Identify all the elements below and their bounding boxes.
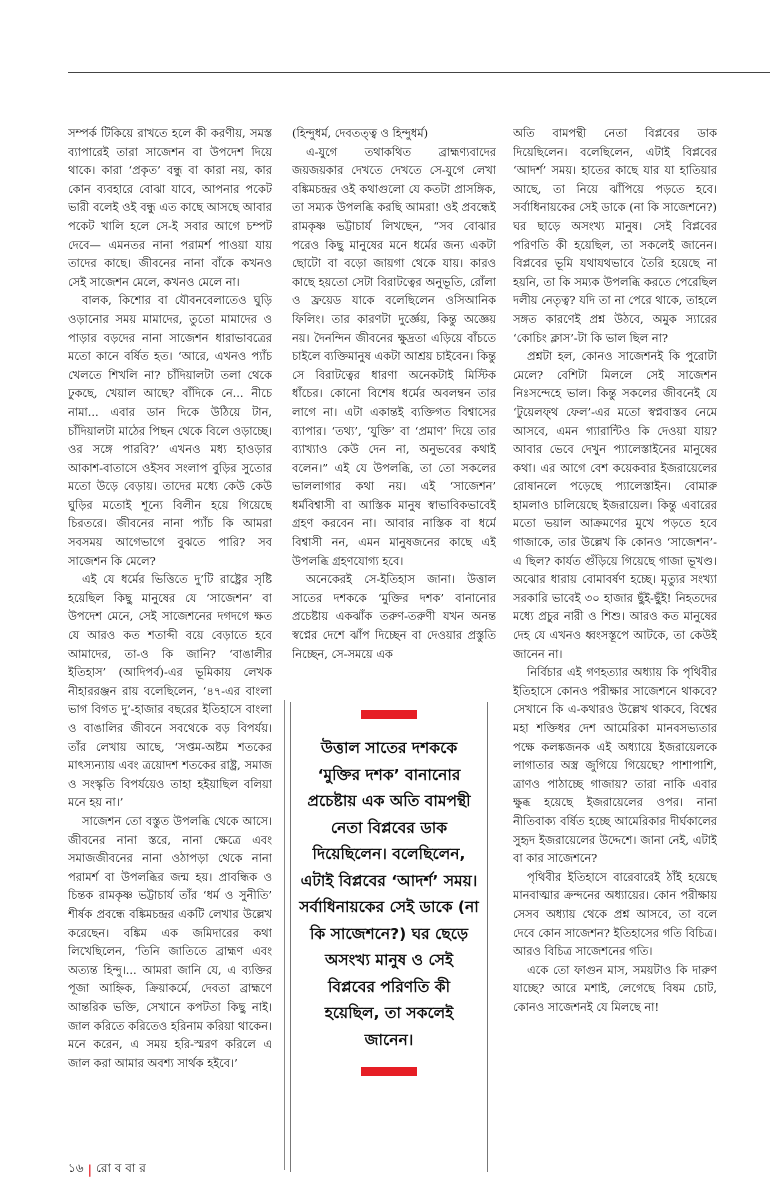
article-column-3 (513, 124, 717, 1169)
paragraph: এ-যুগে তথাকথিত ব্রাহ্মণ্যবাদের জয়জয়কার দেখতে দেখতে সে-যুগে লেখা বঙ্কিমচন্দ্রর ওই কথাগুলো যে কতটা প্রাসঙ্গিক, তা সম্যক উপলব্ধি করছি আমরা! ওই প্রবন্ধেই রামকৃষ্ণ ভট্টাচার্য লিখছেন, “সব বোঝার পরেও কিছু মানুষের মনে ধর্মের জন্য একটা ছোটো বা বড়ো জায়গা থেকে যায়। কারও কাছে হয়তো সেটা বিরাটত্বের অনুভূতি, রোঁলা ও ফ্রয়েড যাকে বলেছিলেন ওসিআনিক ফিলিং। তার কারণটা দুর্জ্ঞেয়, কিন্তু অজ্ঞেয় নয়। দৈনন্দিন জীবনের ক্ষুদ্রতা এড়িয়ে বাঁচতে চাইলে ব্যক্তিমানুষ একটা আশ্রয় চাইবেন। কিন্তু সে বিরাটত্বের ধারণা অনেকটাই মিস্টিক ধাঁচের। কোনো বিশেষ ধর্মের অবলম্বন তার লাগে না। এটা একান্তই ব্যক্তিগত বিশ্বাসের ব্যাপার। ‘তথ্য’, ‘যুক্তি’ বা ‘প্রমাণ’ দিয়ে তার ব্যাখ্যাও কেউ দেন না, অনুভবের কথাই বলেন।” এই যে উপলব্ধি, তা তো সকলের ভাললাগার কথা নয়। এই ‘সাজেশন’ ধর্মবিশ্বাসী বা আস্তিক মানুষ স্বাভাবিকভাবেই গ্রহণ করবেন না। আবার নাস্তিক বা ধর্মে বিশ্বাসী নন, এমন মানুষজনের কাছে এই উপলব্ধি গ্রহণযোগ্য হবে। (292, 144, 496, 568)
page-footer (68, 1160, 146, 1180)
column-divider (284, 700, 285, 1170)
pull-quote-bar-bottom (361, 1067, 417, 1076)
paragraph: সাজেশন তো বস্তুত উপলব্ধি থেকে আসে। জীবনের নানা স্তরে, নানা ক্ষেত্রে এবং সমাজজীবনের নানা ওঠাপড়া থেকে নানা পরামর্শ বা উপলব্ধির জন্ম হয়। প্রাবন্ধিক ও চিন্তক রামকৃষ্ণ ভট্টাচার্য তাঁর ‘ধর্ম ও সুনীতি’ শীর্ষক প্রবন্ধে বঙ্কিমচন্দ্রর একটি লেখার উল্লেখ করেছেন। বঙ্কিম এক জমিদারের কথা লিখেছিলেন, ‘তিনি জাতিতে ব্রাহ্মণ এবং অত্যন্ত হিন্দু।... আমরা জানি যে, এ ব্যক্তির পূজা আহ্নিক, ক্রিয়াকর্মে, দেবতা ব্রাহ্মণে আন্তরিক ভক্তি, সেখানে কপটতা কিছু নাই। জাল করিতে করিতেও হরিনাম করিয়া থাকেন। মনে করেন, এ সময় হরি-স্মরণ করিলে এ জাল করা আমার অবশ্য সার্থক হইবে।’ (68, 813, 272, 1070)
article-column-1 (68, 124, 272, 1169)
paragraph: প্রশ্নটা হল, কোনও সাজেশনই কি পুরোটা মেলে? বেশিটা মিললে সেই সাজেশন নিঃসন্দেহে ভাল। কিন্তু সকলের জীবনেই যে ‘টুয়েলফ্থ ফেল’-এর মতো স্বপ্নবাস্তব নেমে আসবে, এমন গ্যারান্টিও কি দেওয়া যায়? আবার ভেবে দেখুন প্যালেস্তাইনের মানুষের কথা। এর আগে বেশ কয়েকবার ইজরায়েলের রোষানলে পড়েছে প্যালেস্তাইন। বোমারু হামলাও চালিয়েছে ইজরায়েল। কিন্তু এবারের মতো ভয়াল আক্রমণের মুখে পড়তে হবে গাজাকে, তার উল্লেখ কি কোনও ‘সাজেশন’-এ ছিল? কার্যত গুঁড়িয়ে গিয়েছে গাজা ভূখণ্ড। অঝোর ধারায় বোমাবর্ষণ হচ্ছে। মৃত্যুর সংখ্যা সরকারি ভাবেই ৩০ হাজার ছুঁই-ছুঁই! নিহতদের মধ্যে প্রচুর নারী ও শিশু। আরও কত মানুষের দেহ যে এখনও ধ্বংসস্তূপে আটকে, তা কেউই জানেন না। (513, 349, 717, 661)
paragraph: নির্বিচার এই গণহত্যার অধ্যায় কি পৃথিবীর ইতিহাসে কোনও পরীক্ষার সাজেশনে থাকবে? সেখানে কি এ-কথারও উল্লেখ থাকবে, বিশ্বের মহা শক্তিধর দেশ আমেরিকা মানবসভ্যতার পক্ষে কলঙ্কজনক এই অধ্যায়ে ইজরায়েলকে লাগাতার অস্ত্র জুগিয়ে গিয়েছে? পাশাপাশি, ত্রাণও পাঠাচ্ছে গাজায়? তারা নাকি এবার ক্ষুব্ধ হয়েছে ইজরায়েলের ওপর। নানা নীতিবাক্য বর্ষিত হচ্ছে আমেরিকার দীর্ঘকালের সুহৃদ ইজরায়েলের উদ্দেশে। জানা নেই, এটাই বা কার সাজেশনে? (513, 665, 717, 866)
publication-name: রো ব বা র (95, 1161, 146, 1175)
paragraph: অতি বামপন্থী নেতা বিপ্লবের ডাক দিয়েছিলেন। বলেছিলেন, এটাই বিপ্লবের ‘আদর্শ’ সময়। হাতের কাছে যার যা হাতিয়ার আছে, তা নিয়ে ঝাঁপিয়ে পড়তে হবে। সর্বাধিনায়কের সেই ডাকে (না কি সাজেশনে?) ঘর ছাড়ে অসংখ্য মানুষ। সেই বিপ্লবের পরিণতি কী হয়েছিল, তা সকলেই জানেন। বিপ্লবের ভূমি যথাযথভাবে তৈরি হয়েছে না হয়নি, তা কি সম্যক উপলব্ধি করতে পেরেছিল দলীয় নেতৃত্ব? যদি তা না পেরে থাকে, তাহলে সঙ্গত কারণেই প্রশ্ন উঠবে, অমুক স্যারের ‘কোচিং ক্লাস’-টা কি ভাল ছিল না? (513, 126, 717, 345)
pull-quote-text: উত্তাল সাতের দশককে ‘মুক্তির দশক’ বানানোর প্রচেষ্টায় এক অতি বামপন্থী নেতা বিপ্লবের ডাক দিয়েছিলেন। বলেছিলেন, এটাই বিপ্লবের ‘আদর্শ’ সময়। সর্বাধিনায়কের সেই ডাকে (না কি সাজেশনে?) ঘর ছেড়ে অসংখ্য মানুষ ও সেই বিপ্লবের পরিণতি কী হয়েছিল, তা সকলেই জানেন। (299, 739, 479, 1049)
pull-quote (290, 702, 488, 1172)
paragraph: (হিন্দুধর্ম, দেবতত্ত্ব ও হিন্দুধর্ম) (292, 126, 429, 140)
paragraph: অনেকেরই সে-ইতিহাস জানা। উত্তাল সাতের দশককে ‘মুক্তির দশক’ বানানোর প্রচেষ্টায় একঝাঁক তরুণ-তরুণী যখন অনন্ত স্বপ্নের দেশে ঝাঁপ দিচ্ছেন বা দেওয়ার প্রস্তুতি নিচ্ছেন, সে-সময়ে এক (292, 572, 496, 661)
page-number: ১৬ (68, 1161, 84, 1175)
pull-quote-bar-top (361, 710, 417, 719)
paragraph: পৃথিবীর ইতিহাসে বারেবারেই ঠাঁই হয়েছে মানবাত্মার ক্রন্দনের অধ্যায়ের। কোন পরীক্ষায় সেসব অধ্যায় থেকে প্রশ্ন আসবে, তা বলে দেবে কোন সাজেশন? ইতিহাসের গতি বিচিত্র। আরও বিচিত্র সাজেশনের গতি। (513, 869, 717, 959)
paragraph: এই যে ধর্মের ভিত্তিতে দু’টি রাষ্ট্রের সৃষ্টি হয়েছিল কিছু মানুষের যে ‘সাজেশন’ বা উপদেশ মেনে, সেই সাজেশনের দগদগে ক্ষত যে আরও কত শতাব্দী বয়ে বেড়াতে হবে আমাদের, তা-ও কি জানি? ‘বাঙালীর ইতিহাস’ (আদিপর্ব)-এর ভূমিকায় লেখক নীহাররঞ্জন রায় বলেছিলেন, ‘৪৭-এর বাংলা ভাগ বিগত দু’-হাজার বছরের ইতিহাসে বাংলা ও বাঙালির জীবনে সবথেকে বড় বিপর্যয়। তাঁর লেখায় আছে, ‘সপ্তম-অষ্টম শতকের মাৎস্যন্যায় এবং ত্রয়োদশ শতকের রাষ্ট্র, সমাজ ও সংস্কৃতি বিপর্যয়েও তাহা হইয়াছিল বলিয়া মনে হয় না।’ (68, 572, 272, 810)
top-rule (68, 72, 770, 73)
paragraph: সম্পর্ক টিকিয়ে রাখতে হলে কী করণীয়, সমস্ত ব্যাপারেই তারা সাজেশন বা উপদেশ দিয়ে থাকে। কারা ‘প্রকৃত’ বন্ধু বা কারা নয়, কার কোন ব্যবহারে বোঝা যাবে, আপনার পকেট ভারী বলেই ওই বন্ধু এত কাছে আসছে আবার পকেট খালি হলে সে-ই সবার আগে চম্পট দেবে— এমনতর নানা পরামর্শ পাওয়া যায় তাদের কাছে। জীবনের নানা বাঁকে কখনও সেই সাজেশন মেলে, কখনও মেলে না। (68, 126, 272, 289)
article-column-2 (292, 124, 496, 694)
paragraph: একে তো ফাগুন মাস, সময়টাও কি দারুণ যাচ্ছে? আরে মশাই, লেগেছে বিষম চোট, কোনও সাজেশনই যে মিলছে না! (513, 962, 717, 1014)
paragraph: বালক, কিশোর বা যৌবনবেলাতেও ঘুড়ি ওড়ানোর সময় মামাদের, তুতো মামাদের ও পাড়ার বড়দের নানা সাজেশন ধারাভাবত্রের মতো কানে বর্ষিত হত। ‘আরে, এখনও প্যাঁচ খেলতে শিখলি না? চাঁদিয়ালটা তলা থেকে ঢুকছে, খেয়াল আছে? বাঁদিকে নে... নীচে নামা... এবার ডান দিকে উঠিয়ে টান, চাঁদিয়ালটা মাঠের পিছন থেকে বিলে ওড়াচ্ছে। ওর সঙ্গে পারবি?’ এখনও মধ্য হাওড়ার আকাশ-বাতাসে ওইসব সংলাপ বুড়ির সুতোর মতো উড়ে বেড়ায়। তাদের মধ্যে কেউ কেউ ঘুড়ির মতোই শূন্যে বিলীন হয়ে গিয়েছে চিরতরে। জীবনের নানা প্যাঁচ কি আমরা সবসময় আগেভাগে বুঝতে পারি? সব সাজেশন কি মেলে? (68, 293, 272, 568)
footer-separator: | (87, 1163, 92, 1177)
